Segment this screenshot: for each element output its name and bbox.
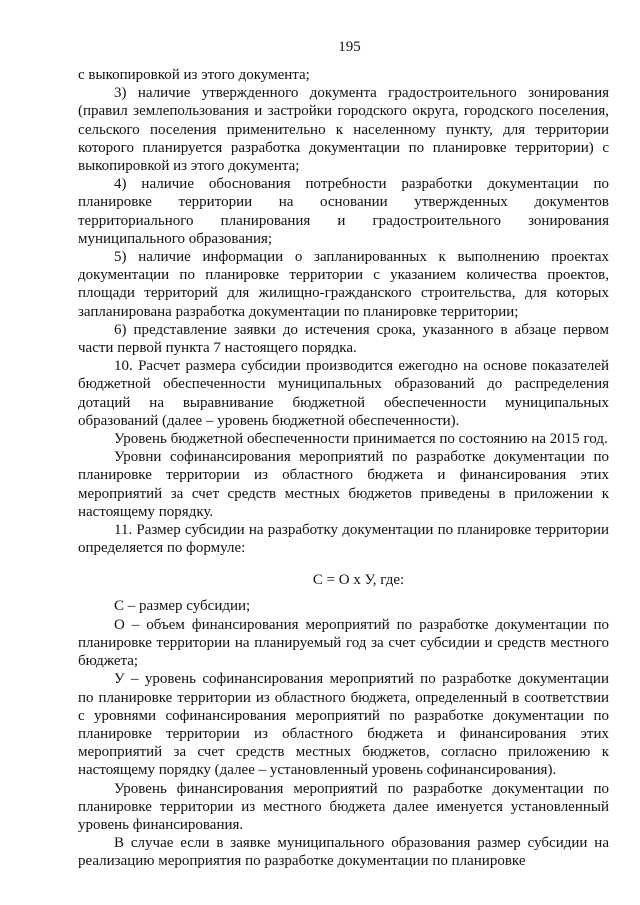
paragraph: 5) наличие информации о запланированных к выполнению проектах документации по планировке территории с указанием количества проектов, площади территорий для жилищно-гражданского строительства, для которых запланирована разработка документации по планировке территории;	[78, 249, 609, 320]
text-body-after-formula	[78, 597, 609, 870]
paragraph: 11. Размер субсидии на разработку документации по планировке территории определяется по формуле:	[78, 522, 609, 557]
paragraph: Уровни софинансирования мероприятий по разработке документации по планировке территории из областного бюджета и финансирования этих мероприятий за счет средств местных бюджетов приведены в приложении к настоящему порядку.	[78, 449, 609, 520]
paragraph: О – объем финансирования мероприятий по разработке документации по планировке территории на планируемый год за счет субсидии и средств местного бюджета;	[78, 616, 609, 670]
paragraph: с выкопировкой из этого документа;	[78, 67, 310, 83]
paragraph: Уровень бюджетной обеспеченности принимается по состоянию на 2015 год.	[114, 431, 608, 448]
paragraph: 6) представление заявки до истечения срока, указанного в абзаце первом части первой пункта 7 настоящего порядка.	[78, 321, 609, 357]
document-page	[78, 38, 609, 871]
paragraph: С – размер субсидии;	[114, 598, 251, 615]
page-number: 195	[338, 39, 361, 55]
paragraph: Уровень финансирования мероприятий по разработке документации по планировке территории из местного бюджета далее именуется установленный уровень финансирования.	[78, 780, 609, 833]
paragraph: 3) наличие утвержденного документа градостроительного зонирования (правил землепользования и застройки городского округа, городского поселения, сельского поселения применительно к населенному пункту, для территории которого планируется разработка документации по планировке территории) с выкопировкой из этого документа;	[78, 85, 609, 175]
paragraph: У – уровень софинансирования мероприятий по разработке документации по планировке территории из областного бюджета, определенный в соответствии с уровнями софинансирования мероприятий по разработке документации по планировке территории из областного бюджета и финансирования этих мероприятий за счет средств местных бюджетов, согласно приложению к настоящему порядку (далее – установленный уровень софинансирования).	[78, 671, 609, 779]
formula: С = О х У, где:	[312, 572, 405, 589]
paragraph: В случае если в заявке муниципального образования размер субсидии на реализацию мероприятия по разработке документации по планировке	[78, 835, 609, 870]
text-body-before-formula	[78, 66, 609, 557]
paragraph: 4) наличие обоснования потребности разработки документации по планировке территории на основании утвержденных документов территориального планирования и градостроительного зонирования муниципального образования;	[78, 176, 609, 247]
paragraph: 10. Расчет размера субсидии производится ежегодно на основе показателей бюджетной обеспеченности муниципальных образований до распределения дотаций на выравнивание бюджетной обеспеченности муниципальных образований (далее – уровень бюджетной обеспеченности).	[78, 358, 609, 429]
